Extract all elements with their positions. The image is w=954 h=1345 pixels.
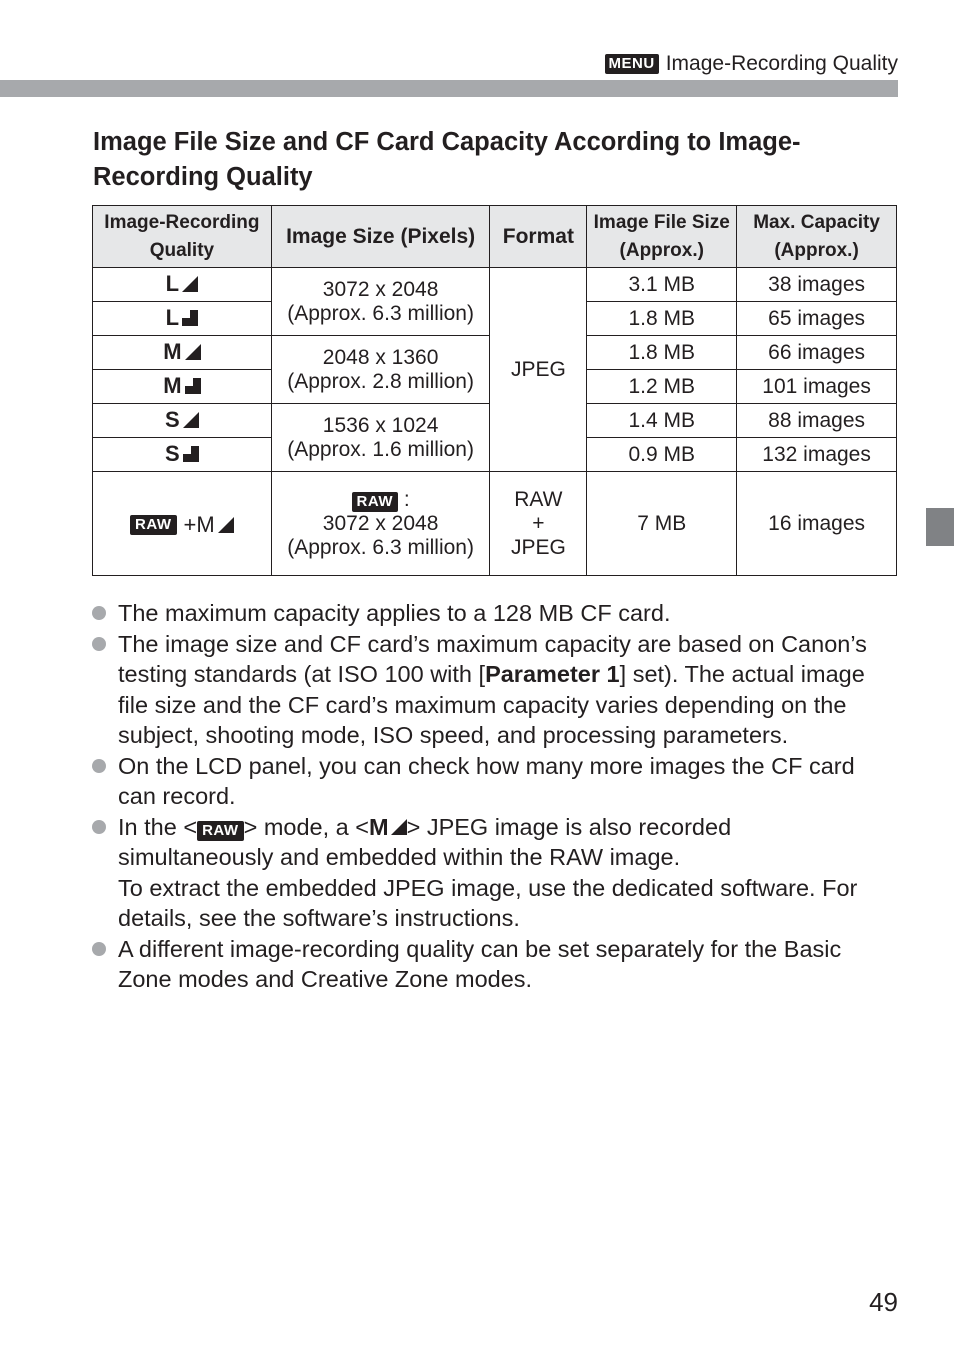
menu-icon: MENU (605, 54, 659, 74)
format-cell: JPEG (490, 268, 587, 472)
fine-icon (182, 276, 198, 292)
capacity-cell: 16 images (737, 472, 897, 576)
capacity-cell: 132 images (737, 438, 897, 472)
table-row (93, 268, 897, 302)
section-title: Image-Recording Quality (665, 52, 898, 75)
file-size-cell: 1.8 MB (587, 336, 737, 370)
file-size-cell: 3.1 MB (587, 268, 737, 302)
quality-cell: M (93, 370, 272, 404)
table-row-raw (93, 472, 897, 576)
quality-cell: L (93, 302, 272, 336)
col-file-size: Image File Size (Approx.) (587, 206, 737, 268)
page-heading: Image File Size and CF Card Capacity According to Image-Recording Quality (93, 128, 801, 191)
fine-icon (183, 412, 199, 428)
normal-icon (183, 446, 199, 462)
size-cell: RAW : 3072 x 2048 (Approx. 6.3 million) (271, 472, 490, 576)
list-item: A different image-recording quality can be set separately for the Basic Zone modes and Creative Zone modes. (90, 934, 890, 995)
fine-icon (185, 344, 201, 360)
normal-icon (182, 310, 198, 326)
quality-cell: L (93, 268, 272, 302)
format-cell: RAW + JPEG (490, 472, 587, 576)
capacity-cell: 38 images (737, 268, 897, 302)
file-size-cell: 1.8 MB (587, 302, 737, 336)
quality-cell: S (93, 404, 272, 438)
notes-list (90, 598, 890, 995)
size-cell: 2048 x 1360 (Approx. 2.8 million) (271, 336, 490, 404)
file-size-cell: 1.4 MB (587, 404, 737, 438)
capacity-cell: 88 images (737, 404, 897, 438)
file-size-cell: 1.2 MB (587, 370, 737, 404)
quality-cell: S (93, 438, 272, 472)
raw-icon: RAW (130, 515, 177, 535)
chapter-tab (926, 508, 954, 546)
file-size-cell: 7 MB (587, 472, 737, 576)
running-header (605, 52, 898, 76)
page-number: 49 (869, 1287, 898, 1317)
fine-icon (218, 517, 234, 533)
header-bar (0, 80, 898, 97)
size-cell: 3072 x 2048 (Approx. 6.3 million) (271, 268, 490, 336)
quality-cell: M (93, 336, 272, 370)
fine-icon (391, 819, 407, 835)
col-quality: Image-Recording Quality (93, 206, 272, 268)
capacity-cell: 65 images (737, 302, 897, 336)
col-image-size: Image Size (Pixels) (271, 206, 490, 268)
capacity-cell: 66 images (737, 336, 897, 370)
col-format: Format (490, 206, 587, 268)
size-cell: 1536 x 1024 (Approx. 1.6 million) (271, 404, 490, 472)
table-header-row (93, 206, 897, 268)
quality-cell: RAW +M (93, 472, 272, 576)
raw-icon: RAW (197, 821, 244, 841)
capacity-cell: 101 images (737, 370, 897, 404)
normal-icon (185, 378, 201, 394)
list-item: On the LCD panel, you can check how many more images the CF card can record. (90, 751, 890, 812)
raw-icon: RAW (352, 492, 399, 512)
list-item: In the < RAW > mode, a < M > JPEG image is also recorded simultaneously and embedded within the RAW image. To extract the embedded JPEG image, use the dedicated software. For details, see the software’s instructions. (90, 812, 890, 934)
col-capacity: Max. Capacity (Approx.) (737, 206, 897, 268)
list-item: The image size and CF card’s maximum capacity are based on Canon’s testing standards (at ISO 100 with [Parameter 1] set). The actual image file size and the CF card’s maximum capacity varies depending on the subject, shooting mode, ISO speed, and processing parameters. (90, 629, 890, 751)
list-item: The maximum capacity applies to a 128 MB CF card. (90, 598, 890, 629)
file-size-cell: 0.9 MB (587, 438, 737, 472)
capacity-table (92, 205, 897, 576)
